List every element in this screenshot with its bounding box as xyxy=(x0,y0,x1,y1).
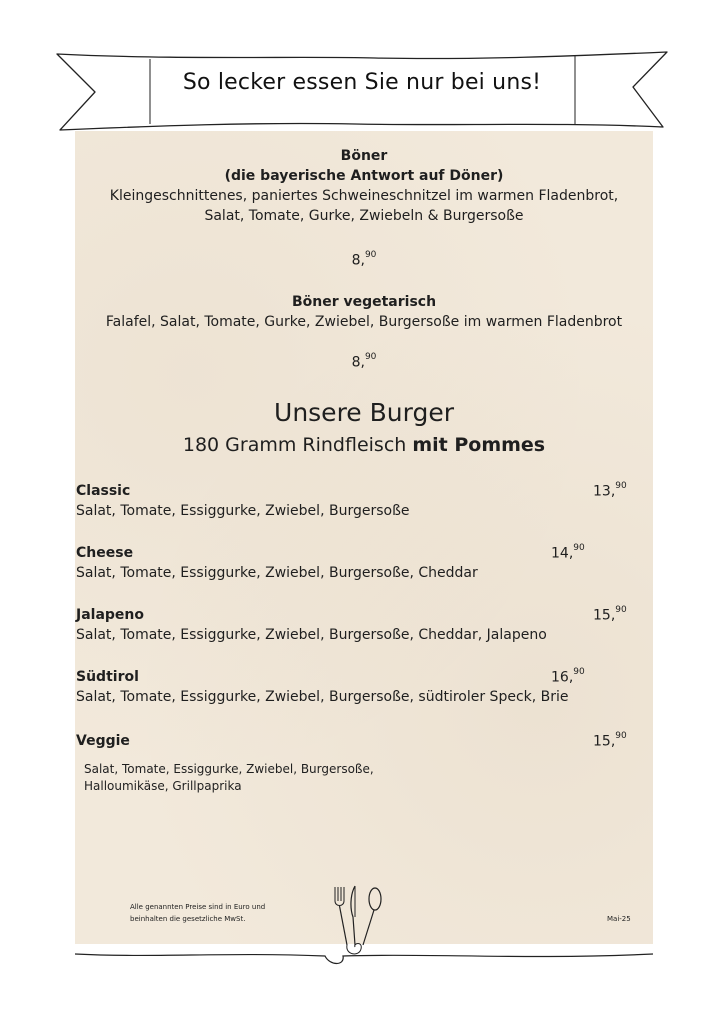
boener-veg-desc: Falafel, Salat, Tomate, Gurke, Zwiebel, Burgersoße im warmen Fladenbrot xyxy=(105,314,623,330)
burger-name-cheese: Cheese xyxy=(76,545,134,561)
burger-price-jalapeno: 15,90 xyxy=(593,605,627,624)
price-note-line1: Alle genannten Preise sind in Euro und xyxy=(130,903,266,911)
burger-name-jalapeno: Jalapeno xyxy=(76,607,145,623)
burger-price-suedtirol: 16,90 xyxy=(551,667,585,686)
banner-title: So lecker essen Sie nur bei uns! xyxy=(182,70,542,95)
burger-desc-classic: Salat, Tomate, Essiggurke, Zwiebel, Burgersoße xyxy=(76,503,410,519)
burger-desc-suedtirol: Salat, Tomate, Essiggurke, Zwiebel, Burgersoße, südtiroler Speck, Brie xyxy=(76,689,569,705)
boener-veg-name: Böner vegetarisch xyxy=(291,294,437,310)
boener-veg-price: 8,90 xyxy=(351,352,377,371)
burger-price-cheese: 14,90 xyxy=(551,543,585,562)
bottom-divider xyxy=(75,940,653,970)
burger-price-classic: 13,90 xyxy=(593,481,627,500)
price-note xyxy=(130,901,290,925)
menu-date: Mai-25 xyxy=(607,915,631,923)
burger-price-veggie: 15,90 xyxy=(593,731,627,750)
boener-subtitle: (die bayerische Antwort auf Döner) xyxy=(224,168,504,184)
burger-desc-veggie-line2: Halloumikäse, Grillpaprika xyxy=(84,779,242,793)
boener-desc-line2: Salat, Tomate, Gurke, Zwiebeln & Burgersoße xyxy=(204,208,524,224)
boener-name: Böner xyxy=(340,148,388,164)
burger-name-suedtirol: Südtirol xyxy=(76,669,139,685)
burger-desc-cheese: Salat, Tomate, Essiggurke, Zwiebel, Burgersoße, Cheddar xyxy=(76,565,478,581)
burger-name-classic: Classic xyxy=(76,483,131,499)
section-subtitle: 180 Gramm Rindfleisch mit Pommes xyxy=(182,434,546,456)
boener-price: 8,90 xyxy=(351,250,377,269)
burger-desc-veggie xyxy=(84,761,404,795)
price-note-line2: beinhalten die gesetzliche MwSt. xyxy=(130,915,246,923)
burger-name-veggie: Veggie xyxy=(76,733,130,749)
burger-desc-jalapeno: Salat, Tomate, Essiggurke, Zwiebel, Burgersoße, Cheddar, Jalapeno xyxy=(76,627,547,643)
burger-desc-veggie-line1: Salat, Tomate, Essiggurke, Zwiebel, Burgersoße, xyxy=(84,762,374,776)
section-title: Unsere Burger xyxy=(274,398,454,427)
boener-desc-line1: Kleingeschnittenes, paniertes Schweineschnitzel im warmen Fladenbrot, xyxy=(109,188,619,204)
